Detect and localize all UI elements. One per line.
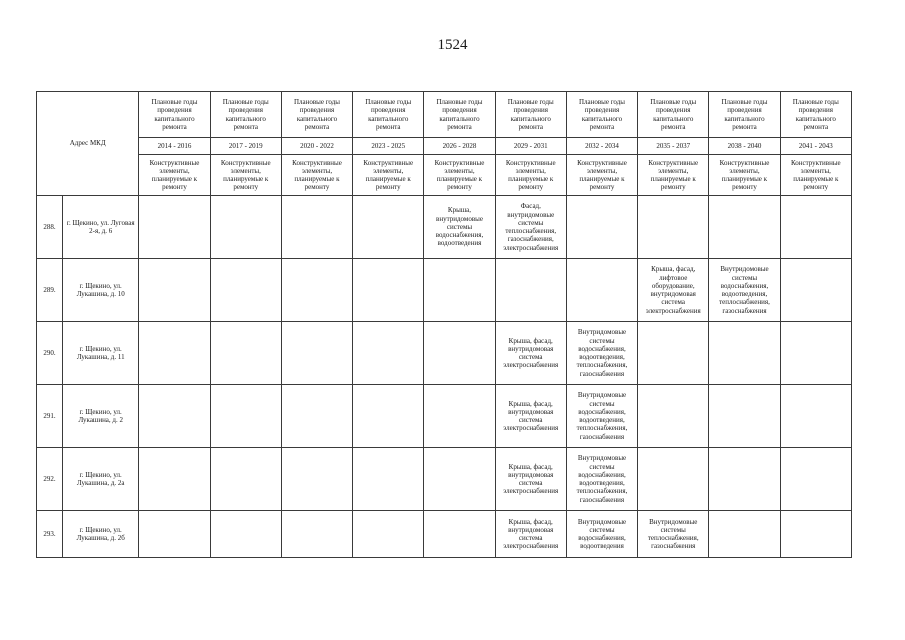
- period-title-cell: Плановые годы проведения капитального ремонта: [424, 92, 495, 138]
- repair-cell: [281, 322, 352, 385]
- building-address: г. Щекино, ул. Луговая 2-я, д. 6: [63, 196, 139, 259]
- repair-cell: [353, 448, 424, 511]
- repair-cell: [709, 385, 780, 448]
- repair-cell: [139, 196, 210, 259]
- repair-cell: [566, 259, 637, 322]
- row-number: 290.: [37, 322, 63, 385]
- repair-cell: [210, 385, 281, 448]
- repair-cell: [638, 322, 709, 385]
- elements-header-cell: Конструктивные элементы, планируемые к ремонту: [638, 155, 709, 196]
- header-row-elements: [37, 155, 852, 196]
- repair-cell: Крыша, фасад, лифтовое оборудование, внутридомовая система электроснабжения: [638, 259, 709, 322]
- year-range-cell: 2014 - 2016: [139, 138, 210, 155]
- repair-cell: [424, 511, 495, 558]
- repair-cell: [210, 511, 281, 558]
- period-title-cell: Плановые годы проведения капитального ремонта: [139, 92, 210, 138]
- year-range-cell: 2020 - 2022: [281, 138, 352, 155]
- repair-cell: [139, 448, 210, 511]
- repair-cell: [139, 259, 210, 322]
- repair-cell: Внутридомовые системы водоснабжения, водоотведения, теплоснабжения, газоснабжения: [566, 322, 637, 385]
- row-number: 293.: [37, 511, 63, 558]
- repair-cell: [139, 511, 210, 558]
- building-address: г. Щекино, ул. Лукашина, д. 11: [63, 322, 139, 385]
- year-range-cell: 2017 - 2019: [210, 138, 281, 155]
- address-column-header: Адрес МКД: [37, 92, 139, 196]
- elements-header-cell: Конструктивные элементы, планируемые к ремонту: [424, 155, 495, 196]
- year-range-cell: 2029 - 2031: [495, 138, 566, 155]
- repair-cell: [281, 511, 352, 558]
- elements-header-cell: Конструктивные элементы, планируемые к ремонту: [139, 155, 210, 196]
- repair-cell: [780, 511, 851, 558]
- row-number: 289.: [37, 259, 63, 322]
- year-range-cell: 2035 - 2037: [638, 138, 709, 155]
- repair-cell: [281, 259, 352, 322]
- period-title-cell: Плановые годы проведения капитального ремонта: [638, 92, 709, 138]
- repair-cell: [424, 385, 495, 448]
- period-title-cell: Плановые годы проведения капитального ремонта: [780, 92, 851, 138]
- repair-schedule-table: [36, 91, 852, 558]
- repair-cell: [353, 259, 424, 322]
- repair-cell: [139, 385, 210, 448]
- repair-cell: Внутридомовые системы водоснабжения, водоотведения, теплоснабжения, газоснабжения: [709, 259, 780, 322]
- repair-cell: [424, 322, 495, 385]
- repair-cell: [210, 448, 281, 511]
- elements-header-cell: Конструктивные элементы, планируемые к ремонту: [353, 155, 424, 196]
- repair-cell: [709, 448, 780, 511]
- repair-cell: Крыша, фасад, внутридомовая система электроснабжения: [495, 322, 566, 385]
- repair-cell: Крыша, фасад, внутридомовая система электроснабжения: [495, 511, 566, 558]
- repair-cell: Внутридомовые системы теплоснабжения, газоснабжения: [638, 511, 709, 558]
- repair-cell: Крыша, внутридомовые системы водоснабжения, водоотведения: [424, 196, 495, 259]
- period-title-cell: Плановые годы проведения капитального ремонта: [281, 92, 352, 138]
- repair-cell: [709, 322, 780, 385]
- repair-cell: Крыша, фасад, внутридомовая система электроснабжения: [495, 448, 566, 511]
- repair-cell: [424, 448, 495, 511]
- repair-cell: Крыша, фасад, внутридомовая система электроснабжения: [495, 385, 566, 448]
- repair-cell: Фасад, внутридомовые системы теплоснабжения, газоснабжения, электроснабжения: [495, 196, 566, 259]
- repair-cell: [780, 448, 851, 511]
- year-range-cell: 2038 - 2040: [709, 138, 780, 155]
- row-number: 292.: [37, 448, 63, 511]
- repair-cell: [281, 196, 352, 259]
- period-title-cell: Плановые годы проведения капитального ремонта: [566, 92, 637, 138]
- table-row: [37, 511, 852, 558]
- repair-cell: [353, 196, 424, 259]
- elements-header-cell: Конструктивные элементы, планируемые к ремонту: [780, 155, 851, 196]
- table-row: [37, 259, 852, 322]
- repair-cell: [638, 196, 709, 259]
- period-title-cell: Плановые годы проведения капитального ремонта: [210, 92, 281, 138]
- repair-cell: [780, 385, 851, 448]
- repair-cell: [566, 196, 637, 259]
- repair-cell: [780, 259, 851, 322]
- row-number: 291.: [37, 385, 63, 448]
- year-range-cell: 2032 - 2034: [566, 138, 637, 155]
- year-range-cell: 2026 - 2028: [424, 138, 495, 155]
- building-address: г. Щекино, ул. Лукашина, д. 2а: [63, 448, 139, 511]
- elements-header-cell: Конструктивные элементы, планируемые к ремонту: [281, 155, 352, 196]
- repair-cell: [210, 322, 281, 385]
- repair-cell: [281, 385, 352, 448]
- year-range-cell: 2023 - 2025: [353, 138, 424, 155]
- elements-header-cell: Конструктивные элементы, планируемые к ремонту: [210, 155, 281, 196]
- building-address: г. Щекино, ул. Лукашина, д. 2б: [63, 511, 139, 558]
- table-row: [37, 385, 852, 448]
- repair-cell: [210, 196, 281, 259]
- table-row: [37, 196, 852, 259]
- year-range-cell: 2041 - 2043: [780, 138, 851, 155]
- header-row-period: [37, 92, 852, 138]
- repair-cell: [709, 196, 780, 259]
- page-number: 1524: [437, 37, 468, 53]
- building-address: г. Щекино, ул. Лукашина, д. 10: [63, 259, 139, 322]
- table-row: [37, 448, 852, 511]
- repair-cell: [353, 385, 424, 448]
- repair-cell: [638, 385, 709, 448]
- repair-cell: [353, 511, 424, 558]
- repair-cell: [495, 259, 566, 322]
- repair-cell: [210, 259, 281, 322]
- period-title-cell: Плановые годы проведения капитального ремонта: [709, 92, 780, 138]
- period-title-cell: Плановые годы проведения капитального ремонта: [353, 92, 424, 138]
- table-row: [37, 322, 852, 385]
- repair-cell: Внутридомовые системы водоснабжения, водоотведения, теплоснабжения, газоснабжения: [566, 448, 637, 511]
- elements-header-cell: Конструктивные элементы, планируемые к ремонту: [495, 155, 566, 196]
- row-number: 288.: [37, 196, 63, 259]
- repair-cell: [281, 448, 352, 511]
- repair-cell: [353, 322, 424, 385]
- elements-header-cell: Конструктивные элементы, планируемые к ремонту: [709, 155, 780, 196]
- repair-cell: [709, 511, 780, 558]
- elements-header-cell: Конструктивные элементы, планируемые к ремонту: [566, 155, 637, 196]
- repair-cell: [638, 448, 709, 511]
- period-title-cell: Плановые годы проведения капитального ремонта: [495, 92, 566, 138]
- header-row-years: [37, 138, 852, 155]
- repair-cell: [139, 322, 210, 385]
- repair-cell: Внутридомовые системы водоснабжения, водоотведения, теплоснабжения, газоснабжения: [566, 385, 637, 448]
- repair-cell: [780, 196, 851, 259]
- repair-cell: [780, 322, 851, 385]
- repair-cell: Внутридомовые системы водоснабжения, водоотведения: [566, 511, 637, 558]
- building-address: г. Щекино, ул. Лукашина, д. 2: [63, 385, 139, 448]
- repair-cell: [424, 259, 495, 322]
